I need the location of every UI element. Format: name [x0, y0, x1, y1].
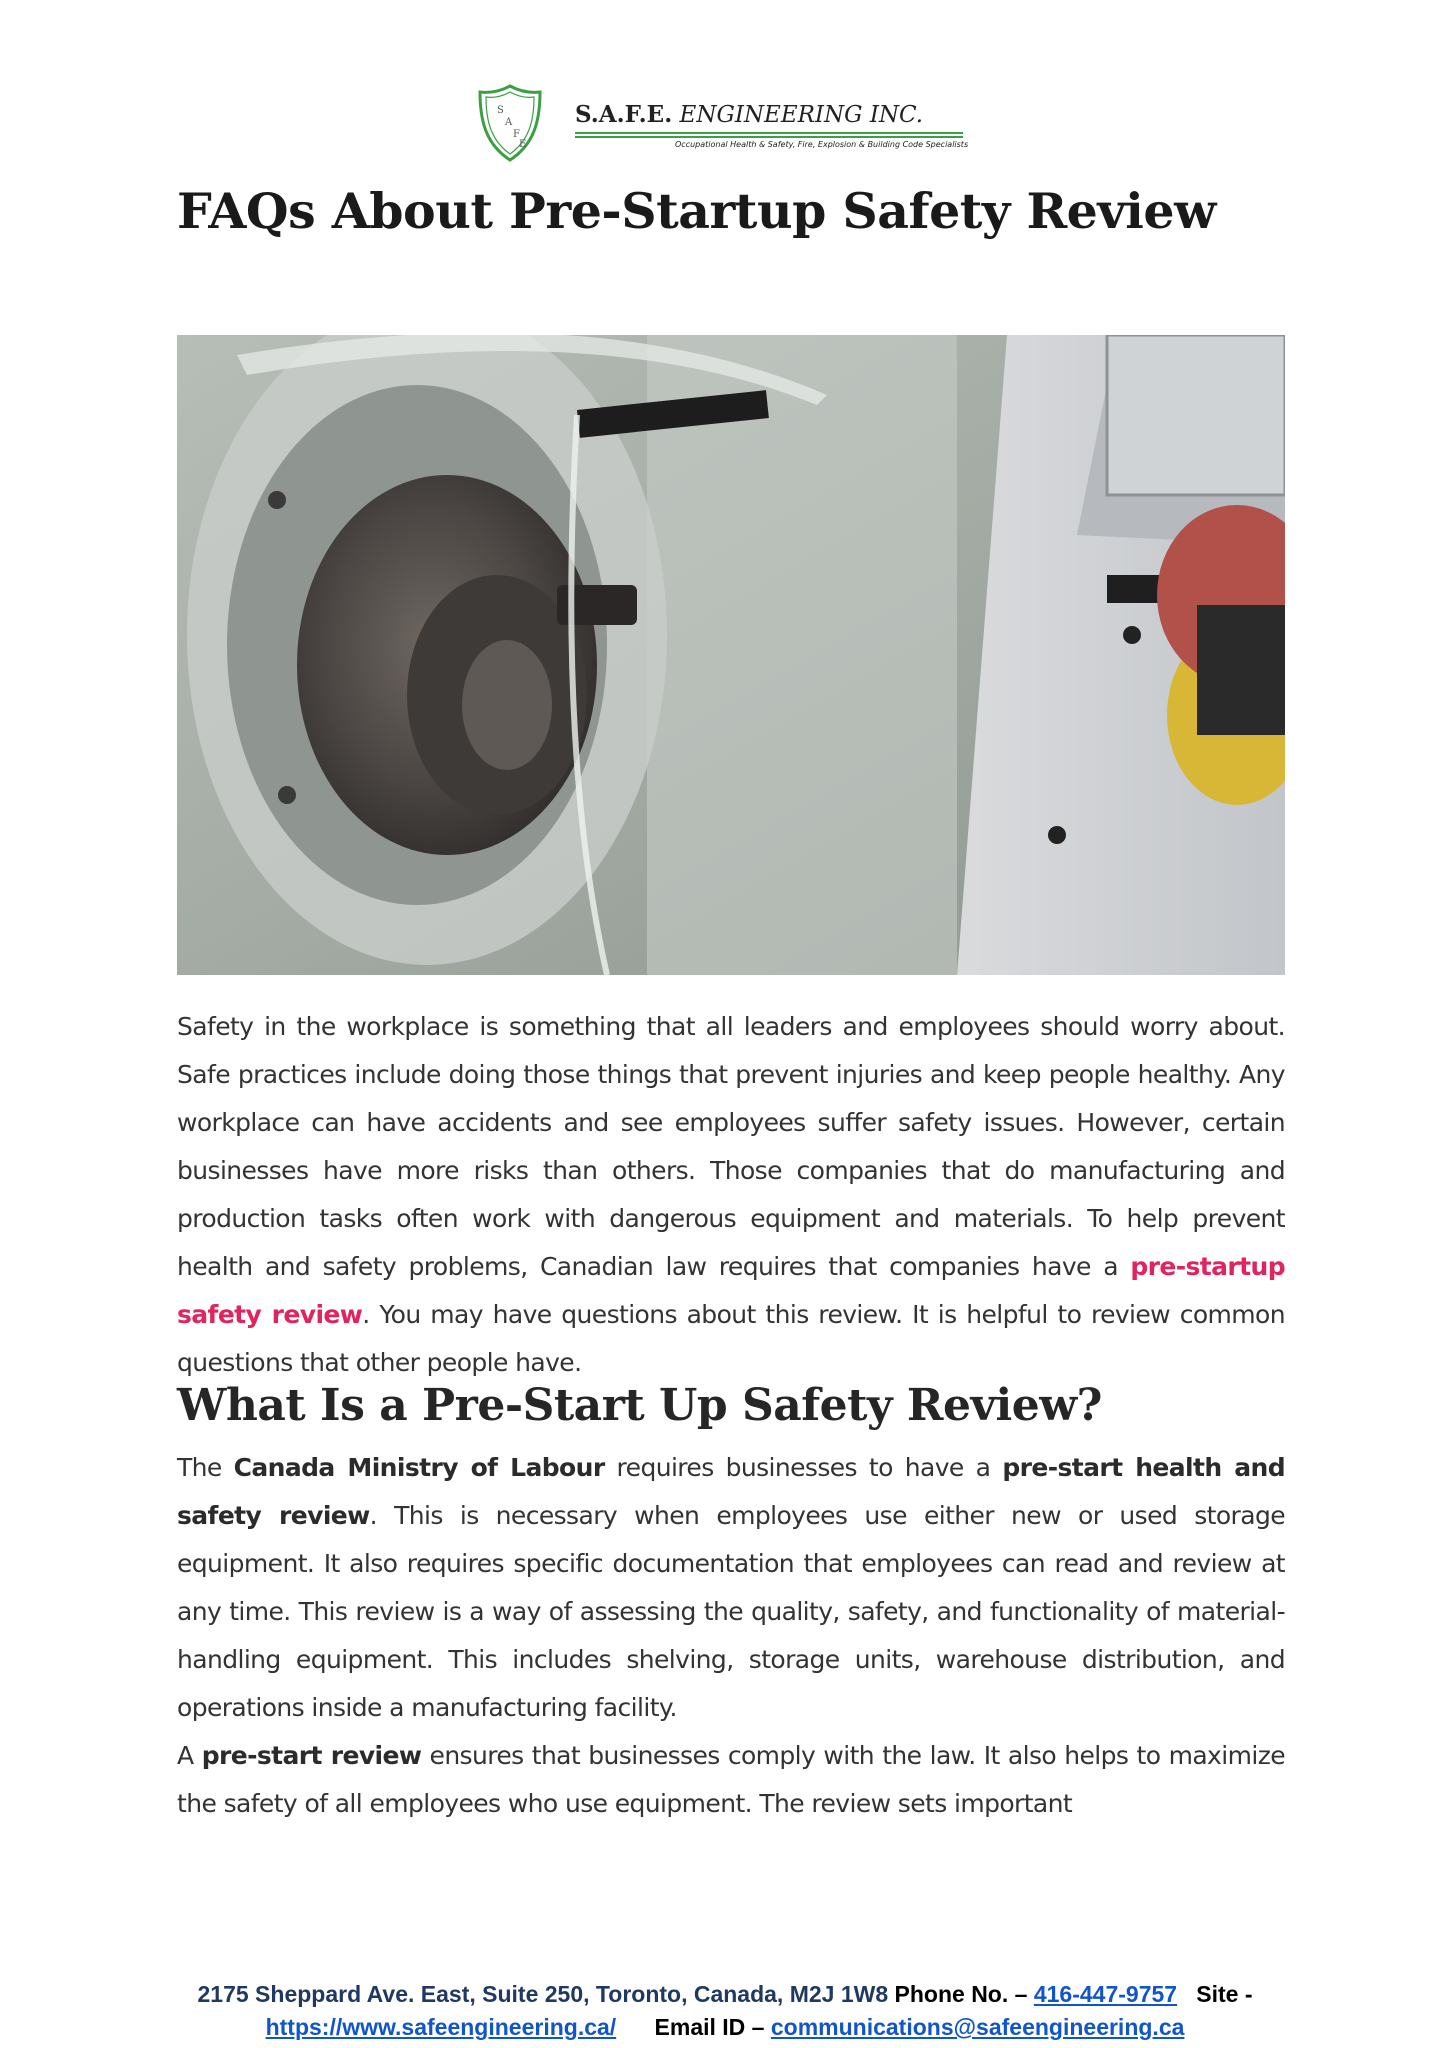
- section-paragraph: [177, 1444, 1285, 1732]
- company-name-italic: ENGINEERING INC.: [679, 102, 924, 128]
- page-title: FAQs About Pre-Startup Safety Review: [177, 182, 1216, 240]
- company-name: [575, 101, 923, 128]
- footer-email-label: Email ID –: [654, 2014, 765, 2040]
- shield-letter: S: [497, 105, 504, 116]
- logo-divider: [575, 132, 963, 134]
- footer-site-label: Site -: [1196, 1981, 1253, 2007]
- intro-paragraph: [177, 1003, 1285, 1387]
- pre-startup-safety-review-link[interactable]: pre-startup safety review: [177, 1252, 1285, 1329]
- company-logo: [475, 83, 970, 163]
- footer-site-link[interactable]: https://www.safeengineering.ca/: [265, 2014, 617, 2040]
- paragraph-text: A: [177, 1741, 202, 1770]
- footer-phone-separator: . –: [1001, 1981, 1034, 2007]
- machine-photo: [177, 335, 1285, 975]
- shield-logo-icon: [475, 83, 545, 163]
- intro-text-end: . You may have questions about this review. It is helpful to review common questions that other people have.: [177, 1300, 1285, 1377]
- paragraph-text: The: [177, 1453, 234, 1482]
- footer-line-1: [150, 1978, 1300, 2011]
- paragraph-text: requires businesses to have a: [604, 1453, 1003, 1482]
- section-heading: What Is a Pre-Start Up Safety Review?: [177, 1380, 1102, 1431]
- footer-phone-link[interactable]: 416-447-9757: [1033, 1981, 1178, 2007]
- shield-letter: A: [505, 117, 513, 128]
- company-name-bold: S.A.F.E.: [575, 101, 673, 128]
- company-tagline: Occupational Health & Safety, Fire, Explosion & Building Code Specialists: [675, 140, 969, 149]
- page-footer: [150, 1978, 1300, 2044]
- section-paragraph: [177, 1732, 1285, 1828]
- paragraph-text: . This is necessary when employees use either new or used storage equipment. It also requires specific documentation that employees can read and review at any time. This review is a way of assessing the quality, safety, and functionality of material-handling equipment. This includes shelving, storage units, warehouse distribution, and operations inside a manufacturing facility.: [177, 1501, 1285, 1722]
- review-term: pre-start health and safety review: [177, 1453, 1286, 1530]
- shield-letter: F: [513, 129, 520, 140]
- footer-line-2: [150, 2011, 1300, 2044]
- machine-photo-illustration: [177, 335, 1285, 975]
- review-term: pre-start review: [201, 1741, 422, 1770]
- footer-address: 2175 Sheppard Ave. East, Suite 250, Toronto, Canada, M2J 1W8: [197, 1981, 889, 2007]
- logo-divider: [575, 136, 963, 138]
- shield-letter: E: [519, 139, 527, 150]
- footer-email-link[interactable]: communications@safeengineering.ca: [770, 2014, 1185, 2040]
- paragraph-text: ensures that businesses comply with the law. It also helps to maximize the safety of all employees who use equipment. The review sets important: [177, 1741, 1285, 1818]
- footer-phone-label: Phone No: [894, 1981, 1002, 2007]
- ministry-name: Canada Ministry of Labour: [233, 1453, 605, 1482]
- intro-text: Safety in the workplace is something that all leaders and employees should worry about. Safe practices include doing those things that prevent injuries and keep people healthy. Any workplace can have accidents and see employees suffer safety issues. However, certain businesses have more risks than others. Those companies that do manufacturing and production tasks often work with dangerous equipment and materials. To help prevent health and safety problems, Canadian law requires that companies have a: [177, 1012, 1285, 1281]
